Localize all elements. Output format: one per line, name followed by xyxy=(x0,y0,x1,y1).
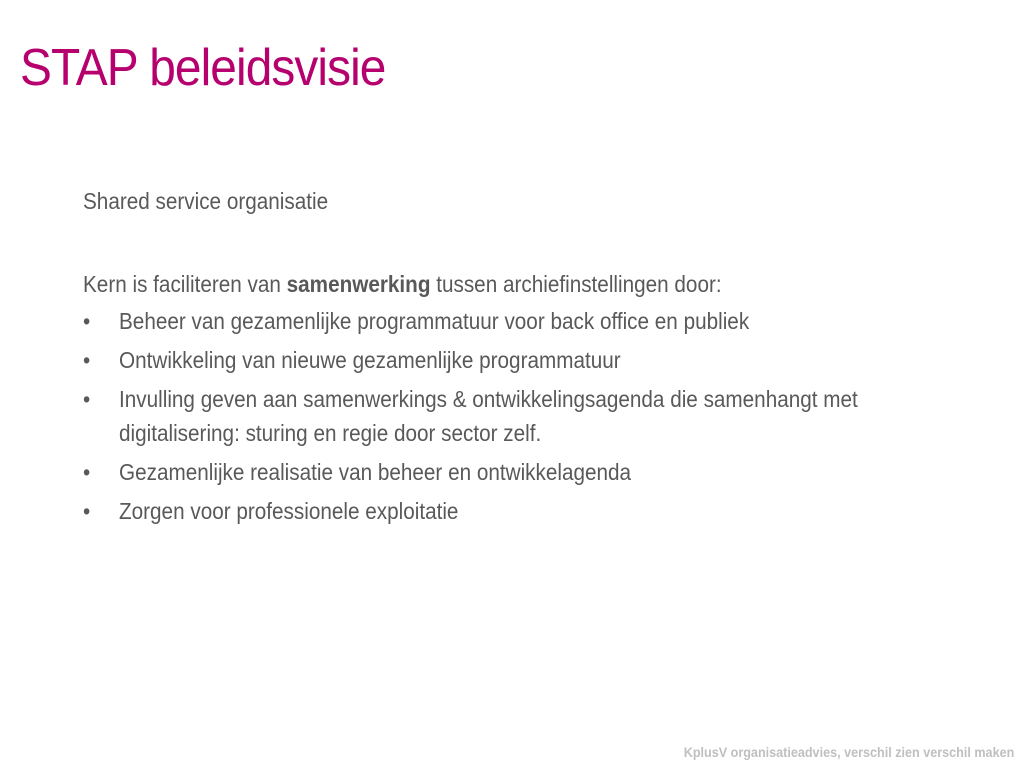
bullet-item xyxy=(83,304,911,338)
bullet-list-1 xyxy=(83,304,963,377)
bullet-text: Ontwikkeling van nieuwe gezamenlijke programmatuur xyxy=(119,347,621,373)
bullet-icon: • xyxy=(83,308,91,334)
slide-title: STAP beleidsvisie xyxy=(20,39,386,97)
bullet-icon: • xyxy=(83,459,91,485)
bullet-item xyxy=(83,455,911,489)
bullet-text: Zorgen voor professionele exploitatie xyxy=(119,498,459,524)
bullet-text: Beheer van gezamenlijke programmatuur voor back office en publiek xyxy=(119,308,750,334)
kern-suffix: tussen archiefinstellingen door: xyxy=(430,271,722,297)
footer-text: KplusV organisatieadvies, verschil zien verschil maken xyxy=(683,744,1014,760)
bullet-item xyxy=(83,343,911,377)
bullet-icon: • xyxy=(83,386,91,412)
bullet-text: Gezamenlijke realisatie van beheer en ontwikkelagenda xyxy=(119,459,632,485)
subtitle: Shared service organisatie xyxy=(83,188,329,214)
kern-prefix: Kern is faciliteren van xyxy=(83,271,287,297)
slide-content xyxy=(83,183,963,528)
kern-sentence xyxy=(83,266,875,302)
bullet-icon: • xyxy=(83,498,91,524)
bullet-item xyxy=(83,382,911,450)
kern-bold: samenwerking xyxy=(286,271,431,297)
bullet-icon: • xyxy=(83,347,91,373)
bullet-text: Invulling geven aan samenwerkings & ontwikkelingsagenda die samenhangt met digitalisering: sturing en regie door sector zelf. xyxy=(119,386,858,446)
bullet-list-2 xyxy=(83,382,963,528)
bullet-item xyxy=(83,494,911,528)
